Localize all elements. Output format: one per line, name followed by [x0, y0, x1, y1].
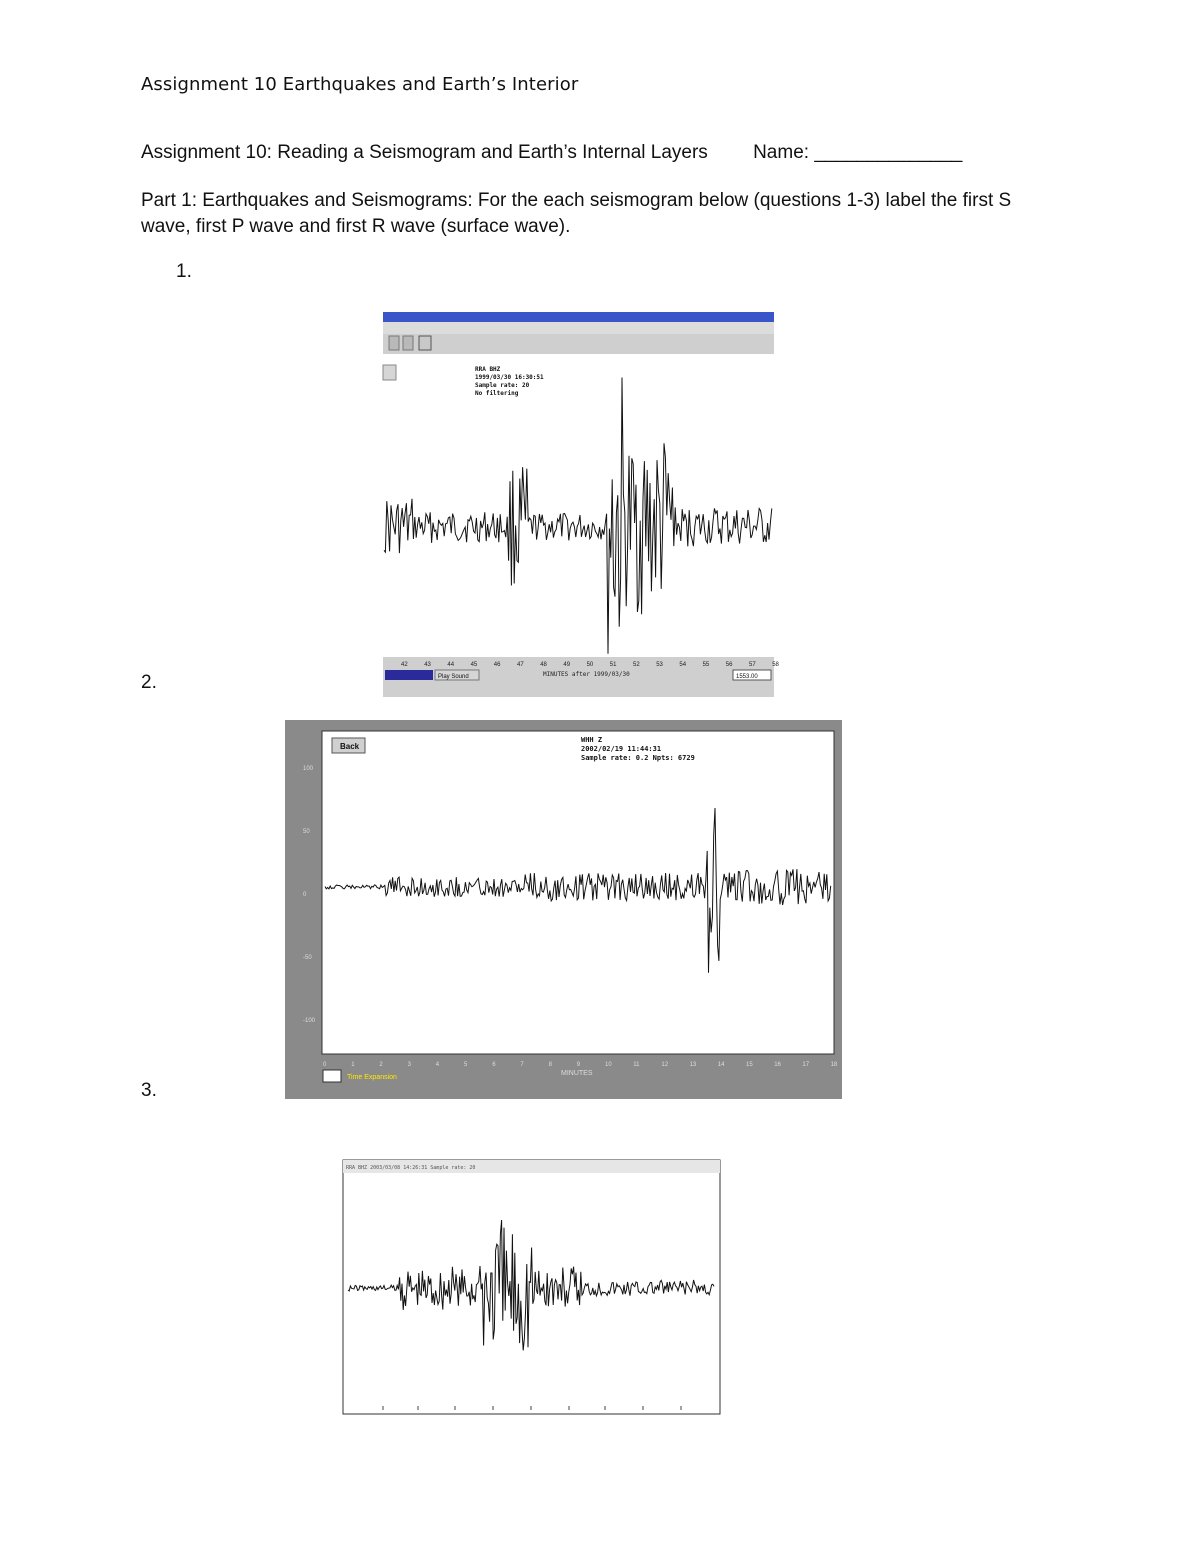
s2-x-tick-label: 15	[746, 1062, 753, 1068]
toolbar	[383, 334, 774, 354]
s2-x-tick-label: 14	[717, 1062, 725, 1068]
play-sound-label: Play Sound	[438, 674, 469, 680]
time-expansion-label: Time Expansion	[347, 1074, 397, 1081]
s1-datetime: 1999/03/30 16:30:51	[475, 374, 544, 381]
s2-y-tick-label: 50	[303, 829, 310, 835]
s1-value-box: 1553.00	[736, 674, 758, 680]
s2-x-tick-label: 9	[576, 1062, 581, 1068]
s2-station: WHH Z	[581, 736, 603, 744]
s1-tick-label: 51	[609, 662, 617, 668]
s1-tick-label: 54	[679, 662, 687, 668]
s1-tick-label: 44	[447, 662, 455, 668]
s2-x-tick-label: 7	[520, 1062, 524, 1068]
page-header: Assignment 10 Earthquakes and Earth’s Interior	[141, 74, 579, 95]
s1-tick-label: 47	[517, 662, 524, 668]
s2-y-tick-label: 0	[303, 892, 307, 898]
s1-tick-label: 45	[470, 662, 478, 668]
s2-x-tick-label: 5	[464, 1062, 468, 1068]
s1-tick-label: 46	[493, 662, 501, 668]
name-field-label: Name: ______________	[753, 142, 963, 163]
s2-xlabel: MINUTES	[561, 1070, 593, 1077]
s1-tick-label: 49	[563, 662, 571, 668]
seismogram-2	[285, 720, 842, 1099]
s2-datetime: 2002/02/19 11:44:31	[581, 745, 662, 753]
s1-tick-label: 50	[586, 662, 594, 668]
s1-tick-label: 57	[749, 662, 756, 668]
s1-tick-label: 48	[540, 662, 547, 668]
window-titlebar	[383, 312, 774, 322]
s2-x-tick-label: 6	[492, 1062, 496, 1068]
s2-x-tick-label: 8	[548, 1062, 552, 1068]
part1-instructions: Part 1: Earthquakes and Seismograms: For the each seismogram below (questions 1-3) label the first S wave, first P wave and first R wave (surface wave).	[141, 190, 1012, 237]
s2-x-tick-label: 11	[633, 1062, 640, 1068]
question-number-3: 3.	[141, 1080, 157, 1101]
s2-x-tick-label: 10	[605, 1062, 612, 1068]
s2-x-tick-label: 4	[435, 1062, 440, 1068]
s1-tick-label: 53	[656, 662, 663, 668]
s1-tick-label: 56	[725, 662, 733, 668]
s2-x-tick-label: 12	[661, 1062, 669, 1068]
s2-x-tick-label: 0	[323, 1062, 327, 1068]
s1-xlabel: MINUTES after 1999/03/30	[543, 671, 630, 678]
assignment-title: Assignment 10: Reading a Seismogram and Earth’s Internal Layers	[141, 142, 708, 163]
question-number-1: 1.	[176, 261, 192, 282]
s2-y-tick-label: -50	[303, 955, 312, 961]
seismogram-3	[343, 1160, 720, 1414]
s2-x-tick-label: 13	[689, 1062, 697, 1068]
s1-tick-label: 52	[633, 662, 640, 668]
s1-sample-rate: Sample rate: 20	[475, 382, 530, 389]
s3-titlebar: RRA BHZ 2003/03/08 14:26:31 Sample rate: 20	[346, 1165, 476, 1171]
s2-y-tick-label: -100	[303, 1018, 316, 1024]
seismogram-1	[383, 312, 779, 697]
s2-x-tick-label: 18	[830, 1062, 838, 1068]
plot-area	[322, 731, 834, 1054]
s2-x-tick-label: 3	[407, 1062, 411, 1068]
s1-tick-label: 42	[401, 662, 408, 668]
s1-station: RRA BHZ	[475, 366, 501, 373]
s2-x-tick-label: 2	[379, 1062, 383, 1068]
s1-tick-label: 55	[702, 662, 710, 668]
back-label: Back	[340, 742, 360, 751]
s1-tick-label: 43	[424, 662, 431, 668]
s2-x-tick-label: 17	[802, 1062, 810, 1068]
assignment-title-line	[141, 142, 962, 164]
s2-sample-rate: Sample rate: 0.2 Npts: 6729	[581, 754, 695, 762]
time-expansion-stepper[interactable]	[323, 1070, 341, 1082]
s1-tick-label: 58	[772, 662, 779, 668]
s1-filter: No filtering	[475, 390, 519, 397]
s2-x-tick-label: 16	[774, 1062, 781, 1068]
s2-x-tick-label: 1	[351, 1062, 355, 1068]
s2-y-tick-label: 100	[303, 766, 314, 772]
question-number-2: 2.	[141, 672, 157, 693]
